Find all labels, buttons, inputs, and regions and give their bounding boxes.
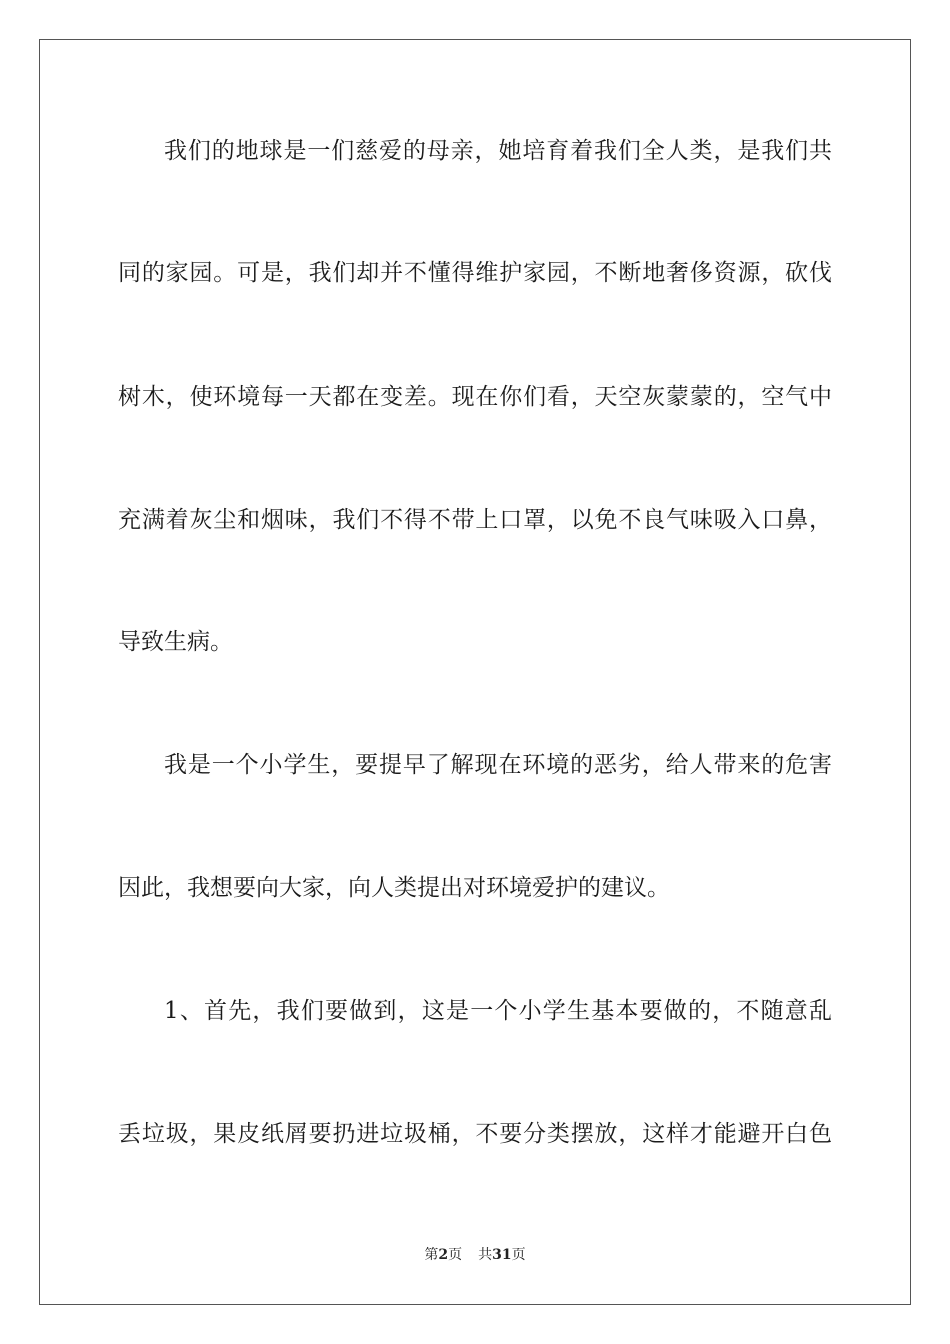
page-suffix: 页 <box>448 1247 463 1263</box>
paragraph-line: 同的家园。可是，我们却并不懂得维护家园，不断地奢侈资源，砍伐 <box>118 260 832 286</box>
total-suffix: 页 <box>511 1247 526 1263</box>
page-total: 31 <box>492 1247 512 1263</box>
paragraph-line: 1、首先，我们要做到，这是一个小学生基本要做的，不随意乱 <box>164 998 832 1024</box>
page-footer <box>0 1245 950 1265</box>
total-prefix: 共 <box>478 1247 493 1263</box>
paragraph-line: 我是一个小学生，要提早了解现在环境的恶劣，给人带来的危害 <box>164 752 832 778</box>
paragraph-line: 导致生病。 <box>118 629 233 655</box>
page-prefix: 第 <box>424 1247 439 1263</box>
paragraph-line: 丢垃圾，果皮纸屑要扔进垃圾桶，不要分类摆放，这样才能避开白色 <box>118 1121 832 1147</box>
paragraph-line: 充满着灰尘和烟味，我们不得不带上口罩，以免不良气味吸入口鼻， <box>118 507 832 533</box>
page-current: 2 <box>438 1247 449 1263</box>
paragraph-line: 树木，使环境每一天都在变差。现在你们看，天空灰蒙蒙的，空气中 <box>118 384 832 410</box>
paragraph-line: 我们的地球是一们慈爱的母亲，她培育着我们全人类，是我们共 <box>164 138 832 164</box>
paragraph-line: 因此，我想要向大家，向人类提出对环境爱护的建议。 <box>118 875 670 901</box>
